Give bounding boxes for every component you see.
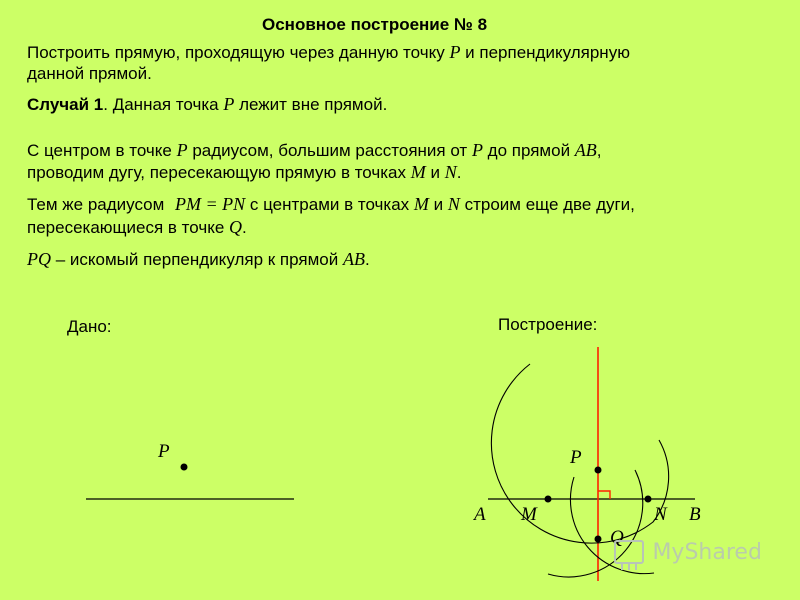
watermark-logo-icon xyxy=(612,538,648,572)
text: и xyxy=(425,163,445,182)
right-angle-mark xyxy=(598,491,610,499)
text: радиусом, большим расстояния от xyxy=(187,141,472,160)
label-n: N xyxy=(654,504,667,525)
var-n: N xyxy=(447,194,460,214)
point-n xyxy=(645,496,652,503)
var-q: Q xyxy=(229,217,242,237)
task-text: Построить прямую, проходящую через данную точку xyxy=(27,43,450,62)
case-label: Случай 1 xyxy=(27,95,104,114)
text: . xyxy=(242,218,247,237)
text: до прямой xyxy=(482,141,575,160)
var-ab: AB xyxy=(574,140,597,160)
text: с центрами в точках xyxy=(245,195,414,214)
text: , xyxy=(596,141,602,160)
page-title: Основное построение № 8 xyxy=(262,15,488,34)
text: строим еще две дуги, xyxy=(459,195,635,214)
construction-heading: Построение: xyxy=(498,315,598,334)
label-b: B xyxy=(689,504,701,525)
var-n: N xyxy=(444,162,457,182)
watermark-text: MyShared xyxy=(652,540,762,566)
var-pm-pn: PM = PN xyxy=(175,194,246,214)
label-p: P xyxy=(570,447,582,468)
task-text: и перпендикулярную xyxy=(460,43,630,62)
text: – искомый перпендикуляр к прямой xyxy=(51,250,343,269)
text: С центром в точке xyxy=(27,141,177,160)
given-point-label: P xyxy=(158,441,170,462)
case-text: . Данная точка xyxy=(103,95,224,114)
var-p: P xyxy=(176,140,188,160)
text: Тем же радиусом xyxy=(27,195,170,214)
point-q xyxy=(595,536,602,543)
label-q: Q xyxy=(610,527,624,548)
var-p: P xyxy=(471,140,483,160)
task-statement-line2: данной прямой. xyxy=(27,64,152,83)
label-a: A xyxy=(474,504,486,525)
text: пересекающиеся в точке xyxy=(27,218,229,237)
var-p: P xyxy=(449,42,461,62)
text: . xyxy=(456,163,462,182)
text: проводим дугу, пересекающую прямую в точках xyxy=(27,163,411,182)
var-p: P xyxy=(223,94,235,114)
given-heading: Дано: xyxy=(67,317,112,336)
case-text: лежит вне прямой. xyxy=(234,95,388,114)
var-m: M xyxy=(410,162,426,182)
label-m: M xyxy=(521,504,537,525)
watermark xyxy=(612,538,762,572)
text: и xyxy=(428,195,448,214)
point-p xyxy=(595,467,602,474)
var-m: M xyxy=(413,194,429,214)
given-point-p xyxy=(181,464,188,471)
var-ab: AB xyxy=(342,249,365,269)
var-pq: PQ xyxy=(27,249,51,269)
point-m xyxy=(545,496,552,503)
text: . xyxy=(364,250,370,269)
